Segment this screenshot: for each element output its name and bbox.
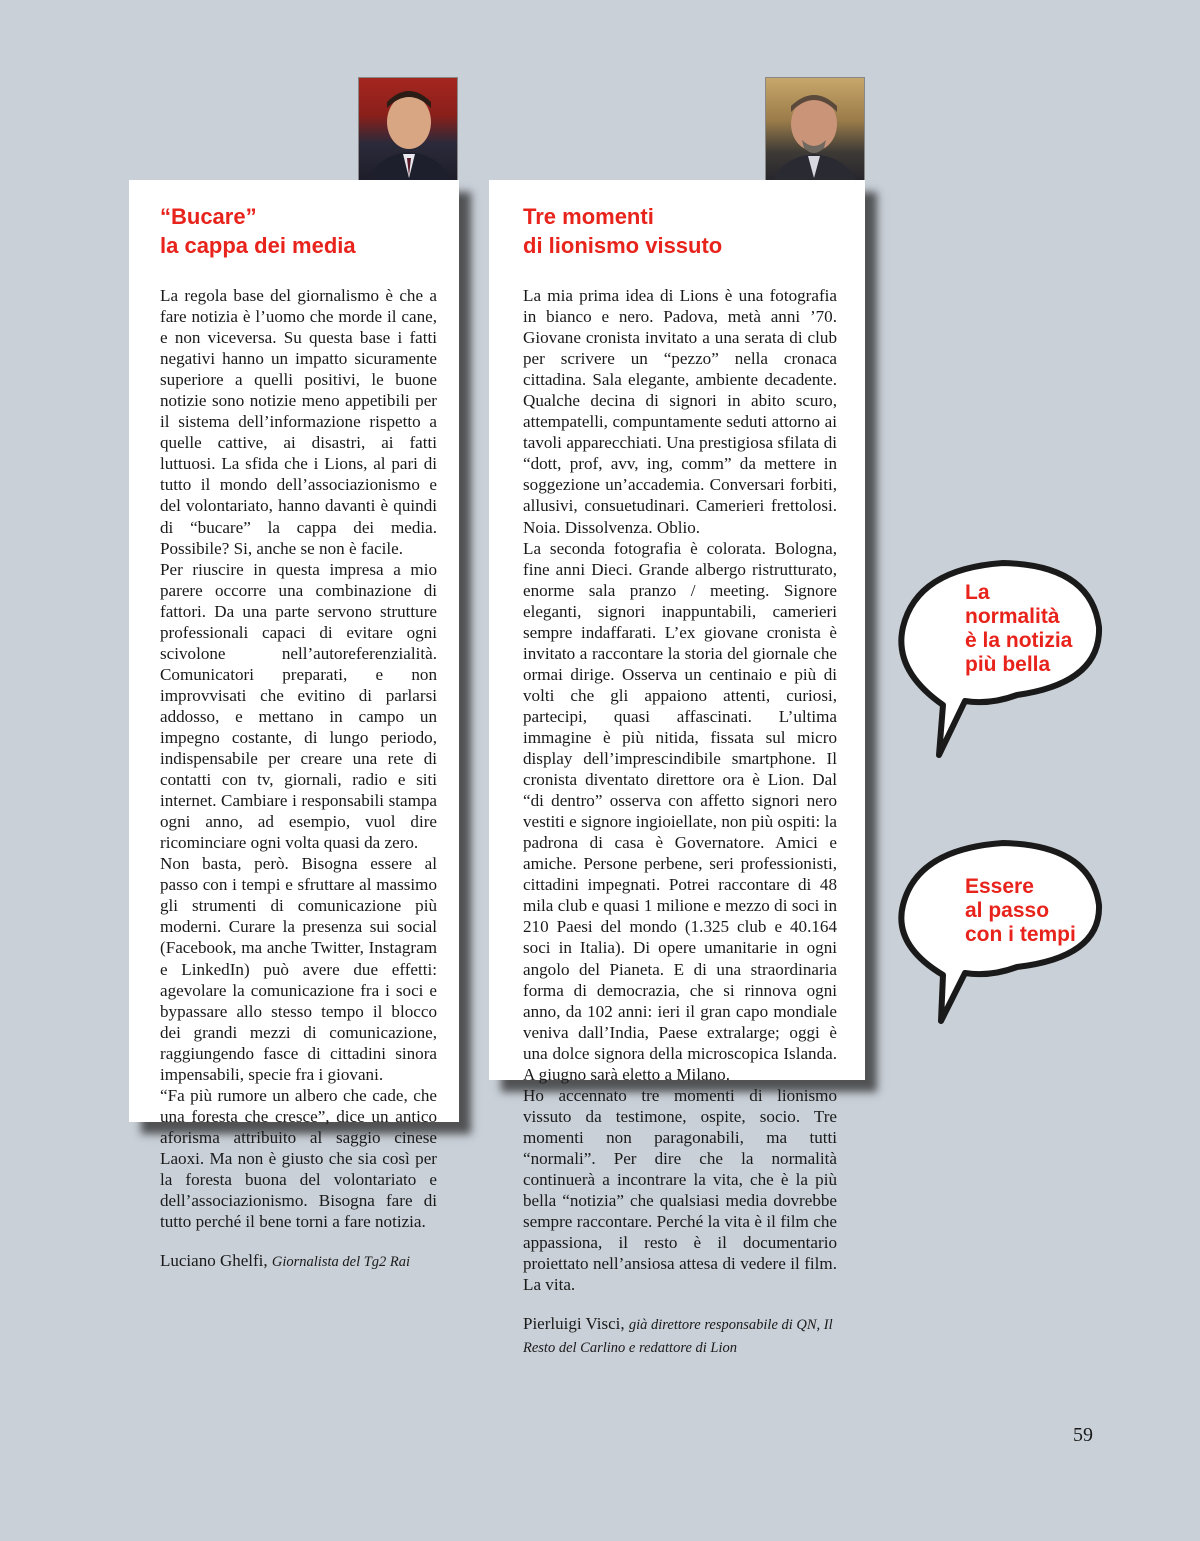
- paragraph: Non basta, però. Bisogna essere al passo con i tempi e sfruttare al massimo gli strumenti di comunicazione più moderni. Curare la presenza sui social (Facebook, ma anche Twitter, Instagram e LinkedIn) può avere due effetti: agevolare la comunicazione fra i soci e bypassare allo stesso tempo il blocco dei grandi mezzi di comunicazione, raggiungendo fasce di cittadini sinora impensabili, specie fra i giovani.: [160, 854, 437, 1084]
- paragraph: La regola base del giornalismo è che a fare notizia è l’uomo che morde il cane, e non viceversa. Su questa base i fatti negativi hanno un impatto sicuramente superiore a quelli positivi, le buone notizie sono notizie meno appetibili per il sistema dell’informazione rispetto a quelle cattive, ai disastri, ai fatti luttuosi. La sfida che i Lions, al pari di tutto il mondo dell’associazionismo e del volontariato, hanno davanti è quindi di “bucare” la cappa dei media. Possibile? Si, anche se non è facile.: [160, 286, 437, 558]
- author-name: Pierluigi Visci,: [523, 1314, 625, 1334]
- page-number: 59: [1073, 1424, 1093, 1446]
- paragraph: La mia prima idea di Lions è una fotografia in bianco e nero. Padova, metà anni ’70. Giovane cronista invitato a una serata di club per scrivere un “pezzo” nella cronaca cittadina. Sala elegante, ambiente decadente. Qualche decina di signori in abito scuro, attempatelli, compuntamente seduti attorno ai tavoli apparecchiati. Una prestigiosa sfilata di “dott, prof, avv, ing, comm” da mettere in soggezione un’accademia. Conversari forbiti, allusivi, consuetudinari. Camerieri frettolosi. Noia. Dissolvenza. Oblio.: [523, 286, 837, 537]
- paragraph: “Fa più rumore un albero che cade, che una foresta che cresce”, dice un antico aforisma attribuito al saggio cinese Laoxi. Ma non è giusto che sia così per la foresta buona del volontariato e dell’associazionismo. Bisogna fare di tutto perché il bene torni a fare notizia.: [160, 1085, 437, 1232]
- author-role: già direttore responsabile di QN, Il Resto del Carlino e redattore di Lion: [523, 1317, 833, 1357]
- quote-bubble-passo: [895, 835, 1105, 1025]
- portrait-icon: [359, 78, 458, 185]
- portrait-icon: [766, 78, 865, 185]
- bubble-line: normalità: [965, 605, 1060, 628]
- author-photo-ghelfi: [358, 77, 458, 185]
- article-left: [129, 180, 459, 1271]
- author-signature: [523, 1313, 837, 1359]
- article-right-title: [523, 202, 837, 260]
- bubble-line: Essere: [965, 875, 1034, 898]
- article-right: [489, 180, 865, 1357]
- title-line: di lionismo vissuto: [523, 233, 723, 258]
- author-name: Luciano Ghelfi,: [160, 1251, 268, 1271]
- bubble-line: al passo: [965, 899, 1050, 922]
- title-line: Tre momenti: [523, 204, 654, 229]
- author-role: Giornalista del Tg2 Rai: [271, 1254, 411, 1271]
- paragraph: Per riuscire in questa impresa a mio parere occorre una combinazione di fattori. Da una parte servono strutture professionali capaci di evitare ogni scivolone nell’autoreferenzialità. Comunicatori preparati, e non improvvisati che evitino di parlarsi addosso, e mettano in campo un impegno costante, di lungo periodo, indispensabile per creare una rete di contatti con tv, giornali, radio e siti internet. Cambiare i responsabili stampa ogni anno, ad esempio, vuol dire ricominciare ogni volta quasi da zero.: [160, 559, 437, 853]
- bubble-line: è la notizia: [965, 629, 1073, 652]
- paragraph: Ho accennato tre momenti di lionismo vissuto da testimone, ospite, socio. Tre momenti non paragonabili, ma tutti “normali”. Per dire che la normalità continuerà a incontrare la vita, che è la più bella “notizia” che qualsiasi media dovrebbe sempre raccontare. Perché la vita è il film che appassiona, il resto è il documentario proiettato nell’ansiosa attesa di vedere il film. La vita.: [523, 1085, 837, 1295]
- title-line: “Bucare”: [160, 204, 257, 229]
- bubble-line: più bella: [965, 653, 1051, 676]
- title-line: la cappa dei media: [160, 233, 356, 258]
- bubble-line: con i tempi: [965, 923, 1076, 946]
- author-signature: [160, 1250, 437, 1273]
- bubble-line: La: [965, 581, 990, 604]
- paragraph: La seconda fotografia è colorata. Bologna, fine anni Dieci. Grande albergo ristrutturato, enorme sala pranzo / meeting. Signore eleganti, signori inappuntabili, camerieri sempre indaffarati. L’ex giovane cronista è invitato a raccontare la storia del giornale che ormai dirige. Osserva un centinaio e più di volti che gli appaiono attenti, curiosi, partecipi, quasi affascinati. L’ultima immagine è più nitida, fissata sul micro display dell’imprescindibile smartphone. Il cronista diventato direttore ora è Lion. Dal “di dentro” osserva con affetto signori nero vestiti e signore ingioiellate, non più ospiti: la padrona di casa è Governatore. Amici e amiche. Persone perbene, seri professionisti, cittadini impegnati. Potrei raccontare di 48 mila club e quasi 1 milione e mezzo di soci in 210 Paesi del mondo (1.325 club e 40.164 soci in Italia). Di opere umanitarie in ogni angolo del Pianeta. E di una straordinaria forma di democrazia, che si rinnova ogni anno, da 102 anni: ieri il gran capo mondiale veniva dall’India, Paese extralarge; oggi è una dolce signora della microscopica Islanda. A giugno sarà eletto a Milano.: [523, 538, 837, 1084]
- author-photo-visci: [765, 77, 865, 185]
- quote-bubble-normalita: [895, 555, 1105, 760]
- article-left-title: [160, 202, 437, 260]
